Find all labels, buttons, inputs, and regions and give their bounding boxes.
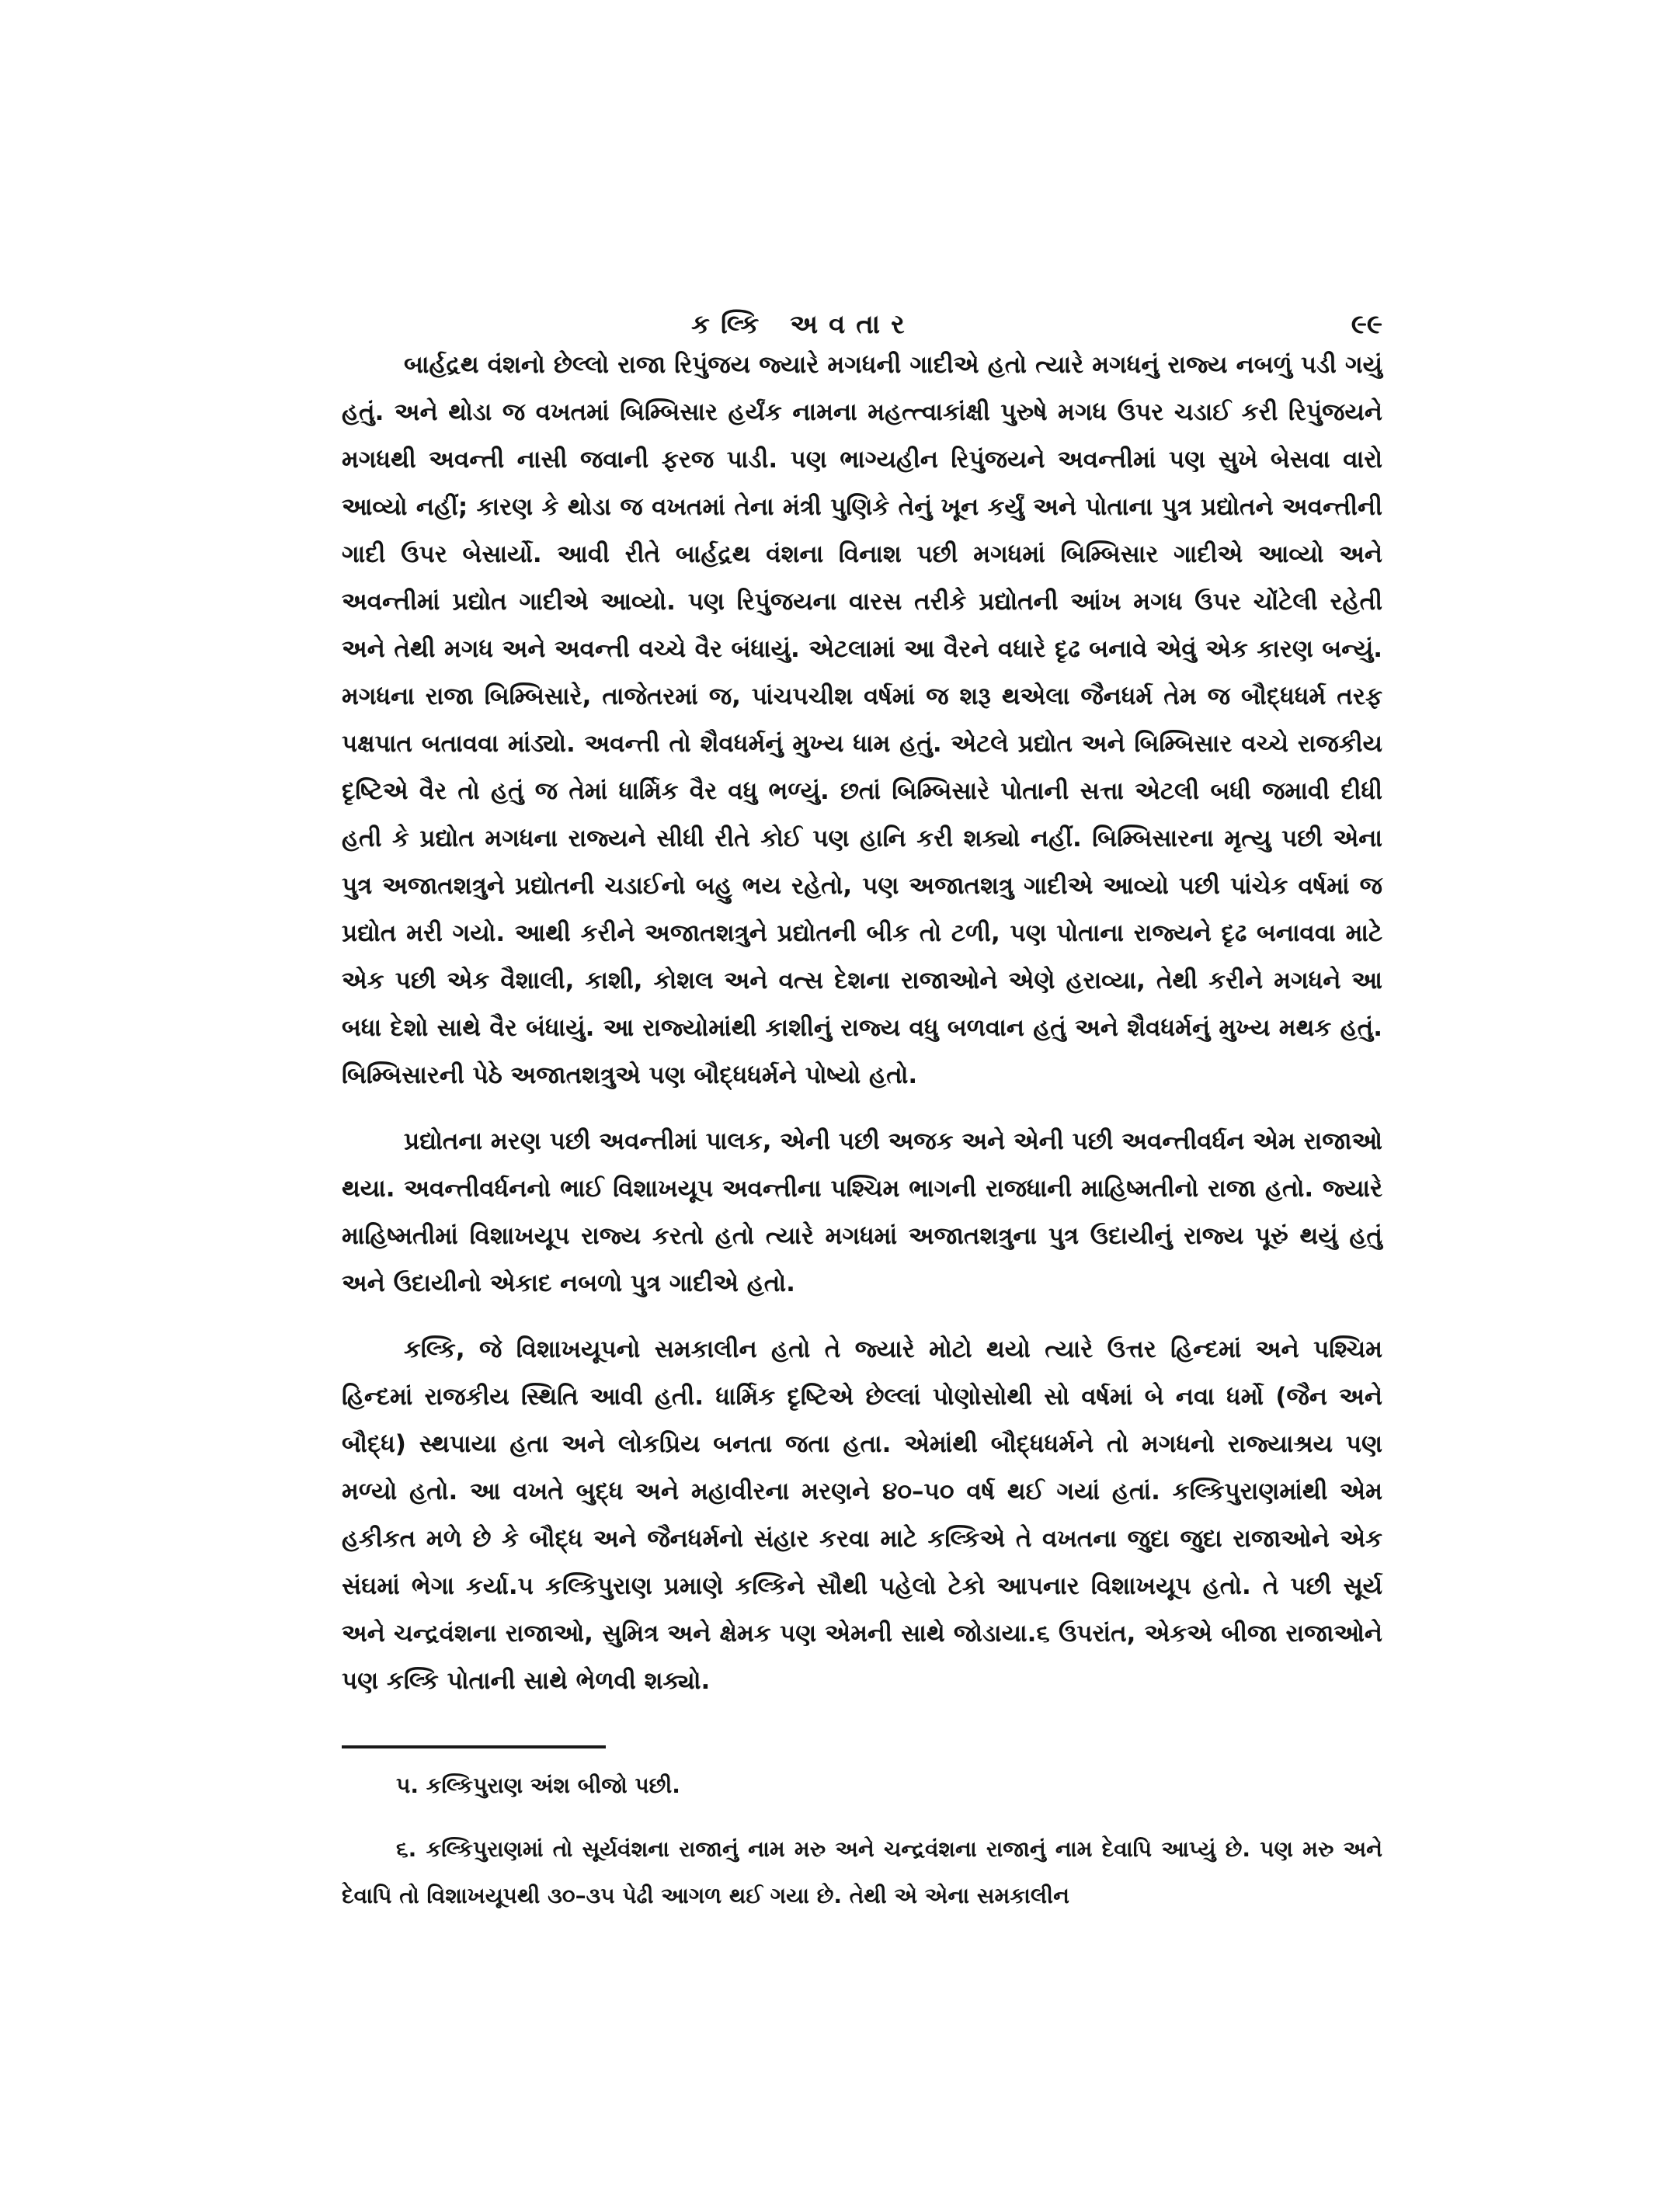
paragraph: બાર્હદ્રથ વંશનો છેલ્લો રાજા રિપુંજય જ્યારે મગધની ગાદીએ હતો ત્યારે મગધનું રાજ્ય નબળું પડી ગયું હતું. અને થોડા જ વખતમાં બિમ્બિસાર હર્યંક નામના મહત્ત્વાકાંક્ષી પુરુષે મગધ ઉપર ચડાઈ કરી રિપુંજયને મગધથી અવન્તી નાસી જવાની ફરજ પાડી. પણ ભાગ્યહીન રિપુંજયને અવન્તીમાં પણ સુખે બેસવા વારો આવ્યો નહીં; કારણ કે થોડા જ વખતમાં તેના મંત્રી પુણિકે તેનું ખૂન કર્યું અને પોતાના પુત્ર પ્રદ્યોતને અવન્તીની ગાદી ઉપર બેસાર્યો. આવી રીતે બાર્હદ્રથ વંશના વિનાશ પછી મગધમાં બિમ્બિસાર ગાદીએ આવ્યો અને અવન્તીમાં પ્રદ્યોત ગાદીએ આવ્યો. પણ રિપુંજયના વારસ તરીકે પ્રદ્યોતની આંખ મગધ ઉપર ચોંટેલી રહેતી અને તેથી મગધ અને અવન્તી વચ્ચે વૈર બંધાયું. એટલામાં આ વૈરને વધારે દૃઢ બનાવે એવું એક કારણ બન્યું. મગધના રાજા બિમ્બિસારે, તાજેતરમાં જ, પાંચપચીશ વર્ષમાં જ શરૂ થએલા જૈનધર્મ તેમ જ બૌદ્ધધર્મ તરફ પક્ષપાત બતાવવા માંડ્યો. અવન્તી તો શૈવધર્મનું મુખ્ય ધામ હતું. એટલે પ્રદ્યોત અને બિમ્બિસાર વચ્ચે રાજકીય દૃષ્ટિએ વૈર તો હતું જ તેમાં ધાર્મિક વૈર વધુ ભળ્યું. છતાં બિમ્બિસારે પોતાની સત્તા એટલી બધી જમાવી દીધી હતી કે પ્રદ્યોત મગધના રાજ્યને સીધી રીતે કોઈ પણ હાનિ કરી શક્યો નહીં. બિમ્બિસારના મૃત્યુ પછી એના પુત્ર અજાતશત્રુને પ્રદ્યોતની ચડાઈનો બહુ ભય રહેતો, પણ અજાતશત્રુ ગાદીએ આવ્યો પછી પાંચેક વર્ષમાં જ પ્રદ્યોત મરી ગયો. આથી કરીને અજાતશત્રુને પ્રદ્યોતની બીક તો ટળી, પણ પોતાના રાજ્યને દૃઢ બનાવવા માટે એક પછી એક વૈશાલી, કાશી, કોશલ અને વત્સ દેશના રાજાઓને એણે હરાવ્યા, તેથી કરીને મગધને આ બધા દેશો સાથે વૈર બંધાયું. આ રાજ્યોમાંથી કાશીનું રાજ્ય વધુ બળવાન હતું અને શૈવધર્મનું મુખ્ય મથક હતું. બિમ્બિસારની પેઠે અજાતશત્રુએ પણ બૌદ્ધધર્મને પોષ્યો હતો. bbox=[342, 351, 1382, 1089]
paragraph: કલ્કિ, જે વિશાખયૂપનો સમકાલીન હતો તે જ્યારે મોટો થયો ત્યારે ઉત્તર હિન્દમાં અને પશ્ચિમ હિન્દમાં રાજકીય સ્થિતિ આવી હતી. ધાર્મિક દૃષ્ટિએ છેલ્લાં પોણોસોથી સો વર્ષમાં બે નવા ધર્મો (જૈન અને બૌદ્ધ) સ્થપાયા હતા અને લોકપ્રિય બનતા જતા હતા. એમાંથી બૌદ્ધધર્મને તો મગધનો રાજ્યાશ્રય પણ મળ્યો હતો. આ વખતે બુદ્ધ અને મહાવીરના મરણને ૪૦–૫૦ વર્ષ થઈ ગયાં હતાં. કલ્કિપુરાણમાંથી એમ હકીકત મળે છે કે બૌદ્ધ અને જૈનધર્મનો સંહાર કરવા માટે કલ્કિએ તે વખતના જુદા જુદા રાજાઓને એક સંઘમાં ભેગા કર્યા.૫ કલ્કિપુરાણ પ્રમાણે કલ્કિને સૌથી પહેલો ટેકો આપનાર વિશાખયૂપ હતો. તે પછી સૂર્ય અને ચન્દ્રવંશના રાજાઓ, સુમિત્ર અને ક્ષેમક પણ એમની સાથે જોડાયા.૬ ઉપરાંત, એકએ બીજા રાજાઓને પણ કલ્કિ પોતાની સાથે ભેળવી શક્યો. bbox=[342, 1335, 1382, 1695]
footnote: ૬. કલ્કિપુરાણમાં તો સૂર્યવંશના રાજાનું નામ મરુ અને ચન્દ્રવંશના રાજાનું નામ દેવાપિ આપ્યું છે. પણ મરુ અને દેવાપિ તો વિશાખયૂપથી ૩૦–૩૫ પેઢી આગળ થઈ ગયા છે. તેથી એ એના સમકાલીન bbox=[342, 1836, 1382, 1908]
page-number: ૯૯ bbox=[1351, 309, 1382, 340]
body-text bbox=[342, 342, 1382, 1724]
footnotes bbox=[342, 1762, 1382, 1936]
footnote: ૫. કલ્કિપુરાણ અંશ બીજો પછી. bbox=[396, 1773, 680, 1798]
running-title: કલ્કિ અવતાર bbox=[691, 309, 916, 340]
footnote-divider bbox=[342, 1745, 606, 1748]
paragraph: પ્રદ્યોતના મરણ પછી અવન્તીમાં પાલક, એની પછી અજક અને એની પછી અવન્તીવર્ધન એમ રાજાઓ થયા. અવન્તીવર્ધનનો ભાઈ વિશાખયૂપ અવન્તીના પશ્ચિમ ભાગની રાજધાની માહિષ્મતીનો રાજા હતો. જ્યારે માહિષ્મતીમાં વિશાખયૂપ રાજ્ય કરતો હતો ત્યારે મગધમાં અજાતશત્રુના પુત્ર ઉદાયીનું રાજ્ય પૂરું થયું હતું અને ઉદાયીનો એકાદ નબળો પુત્ર ગાદીએ હતો. bbox=[342, 1127, 1382, 1297]
